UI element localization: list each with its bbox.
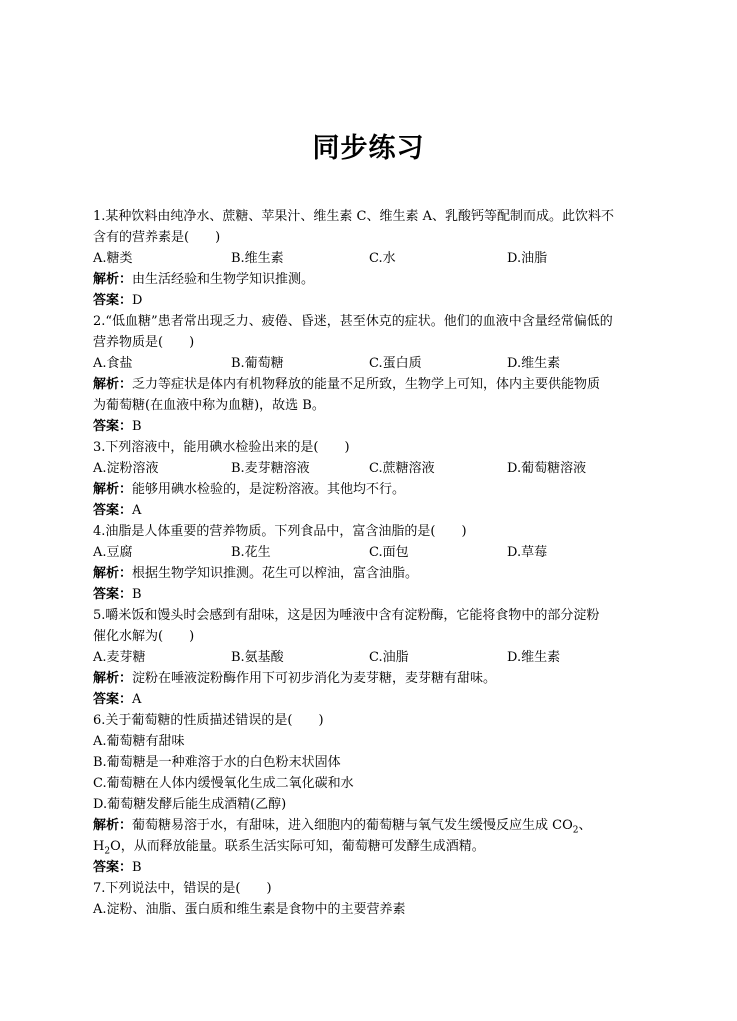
exercise-content [93,206,645,920]
option-c: C.蔗糖溶液 [369,461,435,476]
answer-value: D [132,293,143,308]
analysis-text: 葡萄糖易溶于水，有甜味，进入细胞内的葡萄糖与氧气发生缓慢反应生成 CO [132,818,573,833]
question-3-answer [93,500,645,521]
option-d: D.油脂 [507,251,548,266]
h2o-h: H [93,839,105,854]
analysis-text: 根据生物学知识推测。花生可以榨油，富含油脂。 [132,566,419,581]
question-6-answer [93,857,645,878]
answer-value: B [132,860,142,875]
question-5-options [93,647,645,668]
option-b: B.葡萄糖 [231,356,284,371]
question-6-analysis-line2 [93,836,645,857]
question-5-stem-line1: 5.嚼米饭和馒头时会感到有甜味，这是因为唾液中含有淀粉酶，它能将食物中的部分淀粉 [93,608,600,623]
option-d: D.葡萄糖发酵后能生成酒精(乙醇) [93,797,287,812]
answer-label: 答案： [93,692,133,707]
question-2-analysis-line1 [93,374,645,395]
answer-value: B [132,419,142,434]
analysis-text: 能够用碘水检验的，是淀粉溶液。其他均不行。 [132,482,406,497]
option-d: D.维生素 [507,356,561,371]
question-2-analysis-line2: 为葡萄糖(在血液中称为血糖)，故选 B。 [93,398,325,413]
co2-subscript: 2 [572,825,579,836]
analysis-label: 解析： [93,377,133,392]
analysis-comma: 、 [578,818,592,833]
question-4-answer [93,584,645,605]
h2o-o: O [110,839,121,854]
analysis-label: 解析： [93,671,133,686]
option-a: A.麦芽糖 [93,650,146,665]
option-c: C.油脂 [369,650,409,665]
analysis-label: 解析： [93,818,133,833]
option-a: A.淀粉、油脂、蛋白质和维生素是食物中的主要营养素 [93,902,406,917]
analysis-text: 淀粉在唾液淀粉酶作用下可初步消化为麦芽糖，麦芽糖有甜味。 [132,671,497,686]
answer-label: 答案： [93,860,133,875]
question-4-options [93,542,645,563]
option-c: C.蛋白质 [369,356,422,371]
question-5-analysis [93,668,645,689]
answer-value: A [132,503,142,518]
answer-value: B [132,587,142,602]
option-d: D.维生素 [507,650,561,665]
question-3-analysis [93,479,645,500]
question-1-options [93,248,645,269]
question-3-stem: 3.下列溶液中，能用碘水检验出来的是( ) [93,440,350,455]
analysis-text: 由生活经验和生物学知识推测。 [132,272,315,287]
analysis-label: 解析： [93,482,133,497]
option-c: C.葡萄糖在人体内缓慢氧化生成二氧化碳和水 [93,776,354,791]
option-a: A.葡萄糖有甜味 [93,734,185,749]
option-a: A.淀粉溶液 [93,461,159,476]
question-1-stem-line2: 含有的营养素是( ) [93,230,221,245]
option-b: B.氨基酸 [231,650,284,665]
question-6-analysis-line1 [93,815,645,836]
answer-label: 答案： [93,503,133,518]
question-5-stem-line2: 催化水解为( ) [93,629,195,644]
option-b: B.维生素 [231,251,284,266]
question-1-analysis [93,269,645,290]
analysis-label: 解析： [93,566,133,581]
option-b: B.麦芽糖溶液 [231,461,310,476]
analysis-text: 乏力等症状是体内有机物释放的能量不足所致，生物学上可知，体内主要供能物质 [132,377,601,392]
page-title: 同步练习 [312,133,425,164]
analysis-label: 解析： [93,272,133,287]
question-3-options [93,458,645,479]
question-2-answer [93,416,645,437]
h2o-subscript: 2 [104,846,111,857]
option-b: B.花生 [231,545,271,560]
question-2-stem-line1: 2.“低血糖”患者常出现乏力、疲倦、昏迷，甚至休克的症状。他们的血液中含量经常偏低的 [93,314,613,329]
question-4-analysis [93,563,645,584]
option-b: B.葡萄糖是一种难溶于水的白色粉末状固体 [93,755,341,770]
answer-label: 答案： [93,587,133,602]
question-6-stem: 6.关于葡萄糖的性质描述错误的是( ) [93,713,324,728]
option-d: D.草莓 [507,545,548,560]
question-7-stem: 7.下列说法中，错误的是( ) [93,881,272,896]
question-5-answer [93,689,645,710]
question-2-stem-line2: 营养物质是( ) [93,335,195,350]
answer-value: A [132,692,142,707]
option-a: A.豆腐 [93,545,133,560]
question-2-options [93,353,645,374]
question-4-stem: 4.油脂是人体重要的营养物质。下列食品中，富含油脂的是( ) [93,524,467,539]
option-d: D.葡萄糖溶液 [507,461,587,476]
option-c: C.水 [369,251,396,266]
answer-label: 答案： [93,293,133,308]
analysis-text: ，从而释放能量。联系生活实际可知，葡萄糖可发酵生成酒精。 [120,839,485,854]
option-a: A.食盐 [93,356,133,371]
answer-label: 答案： [93,419,133,434]
question-1-stem-line1: 1.某种饮料由纯净水、蔗糖、苹果汁、维生素 C、维生素 A、乳酸钙等配制而成。此饮料不 [93,209,615,224]
option-c: C.面包 [369,545,409,560]
question-1-answer [93,290,645,311]
option-a: A.糖类 [93,251,133,266]
